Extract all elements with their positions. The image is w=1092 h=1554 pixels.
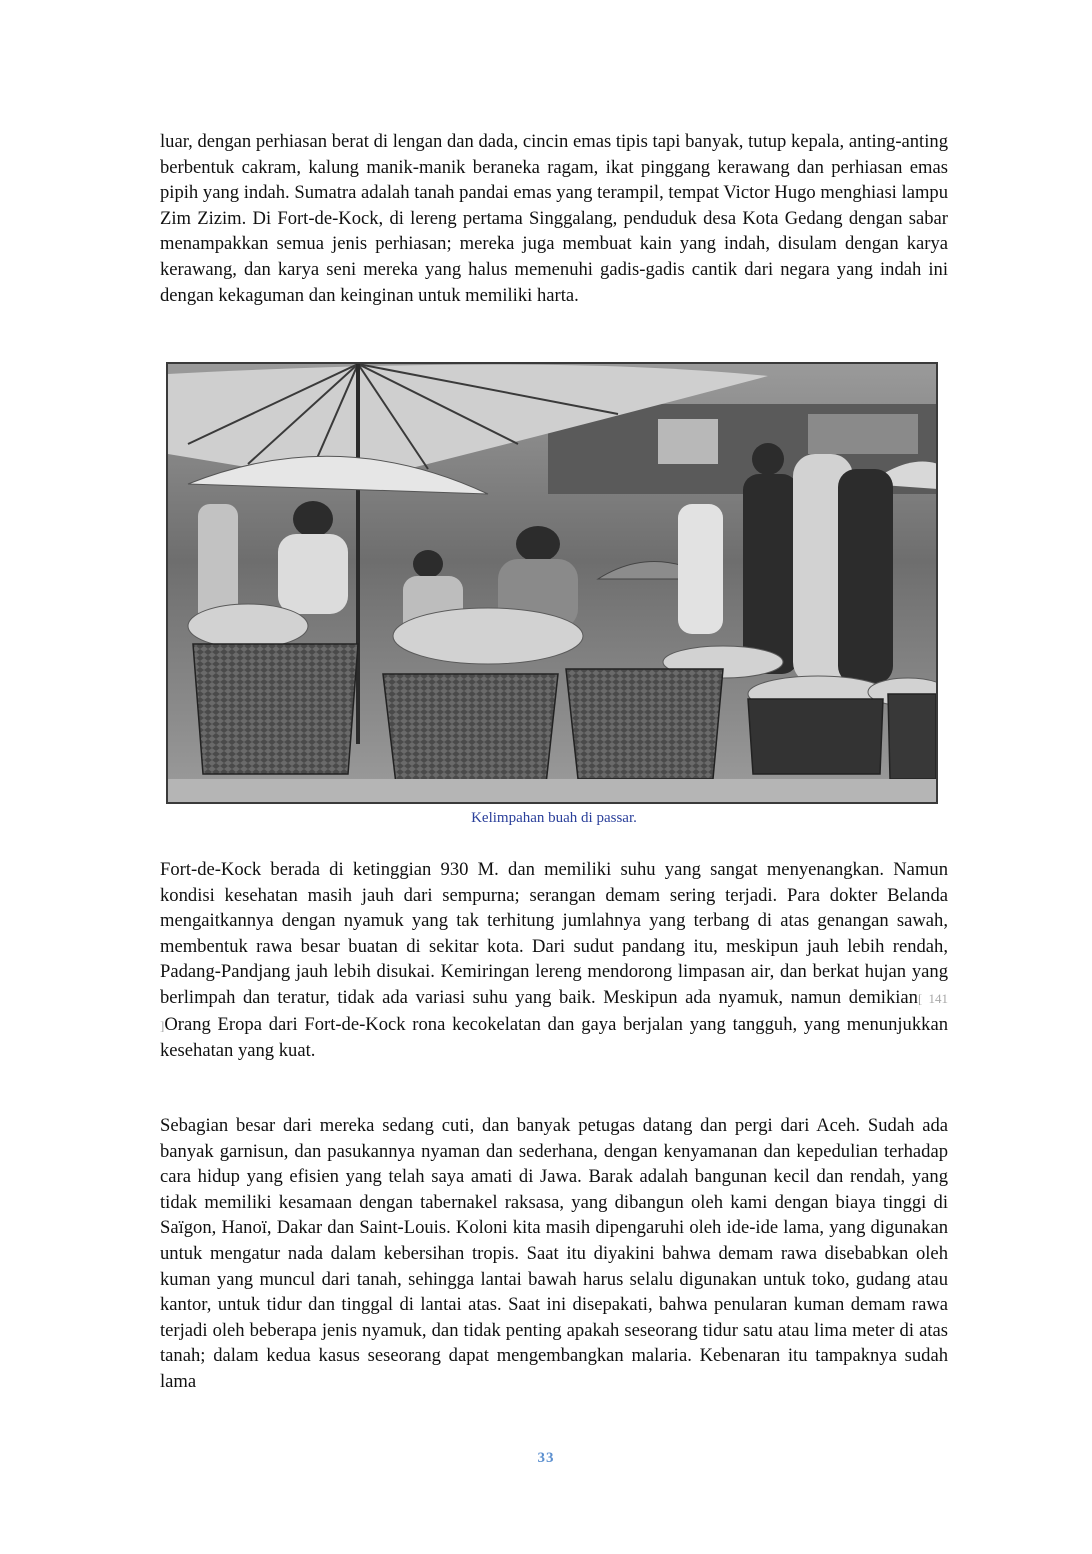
paragraph-2-text-after: Orang Eropa dari Fort-de-Kock rona kecokelatan dan gaya berjalan yang tangguh, yang menunjukkan kesehatan yang kuat. [160, 1013, 948, 1062]
paragraph-1: luar, dengan perhiasan berat di lengan dan dada, cincin emas tipis tapi banyak, tutup kepala, anting-anting berbentuk cakram, kalung manik-manik beraneka ragam, ikat pinggang kerawang dan perhiasan emas pipih yang indah. Sumatra adalah tanah pandai emas yang terampil, tempat Victor Hugo menghiasi lampu Zim Zizim. Di Fort-de-Kock, di lereng pertama Singgalang, penduduk desa Kota Gedang dengan sabar menampakkan semua jenis perhiasan; mereka juga membuat kain yang indah, disulam dengan karya kerawang, dan karya seni mereka yang halus memenuhi gadis-gadis cantik dari negara yang indah ini dengan kekaguman dan keinginan untuk memiliki harta. [160, 131, 948, 306]
footnote-reference[interactable]: [ 141 ] [160, 990, 948, 1033]
market-photo [166, 362, 938, 804]
figure-caption: Kelimpahan buah di passar. [471, 810, 637, 826]
paragraph-2-text-before: Fort-de-Kock berada di ketinggian 930 M. dan memiliki suhu yang sangat menyenangkan. Namun kondisi kesehatan masih jauh dari sempurna; serangan demam sering terjadi. Para dokter Belanda mengaitkannya dengan nyamuk yang tak terhitung jumlahnya yang terbang di atas genangan sawah, membentuk rawa besar buatan di sekitar kota. Dari sudut pandang itu, meskipun jauh lebih rendah, Padang-Pandjang jauh lebih disukai. Kemiringan lereng mendorong limpasan air, dan berkat hujan yang berlimpah dan teratur, tidak ada variasi suhu yang baik. Meskipun ada nyamuk, namun demikian [160, 859, 948, 1008]
paragraph-2 [160, 857, 948, 1064]
page-number: 33 [537, 1450, 555, 1466]
paragraph-3: Sebagian besar dari mereka sedang cuti, dan banyak petugas datang dan pergi dari Aceh. Sudah ada banyak garnisun, dan pasukannya nyaman dan sederhana, dengan kenyamanan dan kepedulian terhadap cara hidup yang efisien yang telah saya amati di Jawa. Barak adalah bangunan kecil dan rendah, yang tidak memiliki kesamaan dengan tabernakel raksasa, yang dibangun oleh kami dengan biaya tinggi di Saïgon, Hanoï, Dakar dan Saint-Louis. Koloni kita masih dipengaruhi oleh ide-ide lama, yang digunakan untuk mengatur nada dalam kebersihan tropis. Saat itu diyakini bahwa demam rawa disebabkan oleh kuman yang muncul dari tanah, sehingga lantai bawah harus selalu digunakan untuk toko, gudang atau kantor, untuk tidur dan tinggal di lantai atas. Saat ini disepakati, bahwa penularan kuman demam rawa terjadi oleh beberapa jenis nyamuk, dan tidak penting apakah seseorang tidur satu atau lima meter di atas tanah; dalam kedua kasus seseorang dapat mengembangkan malaria. Kebenaran itu tampaknya sudah lama [160, 1115, 948, 1392]
